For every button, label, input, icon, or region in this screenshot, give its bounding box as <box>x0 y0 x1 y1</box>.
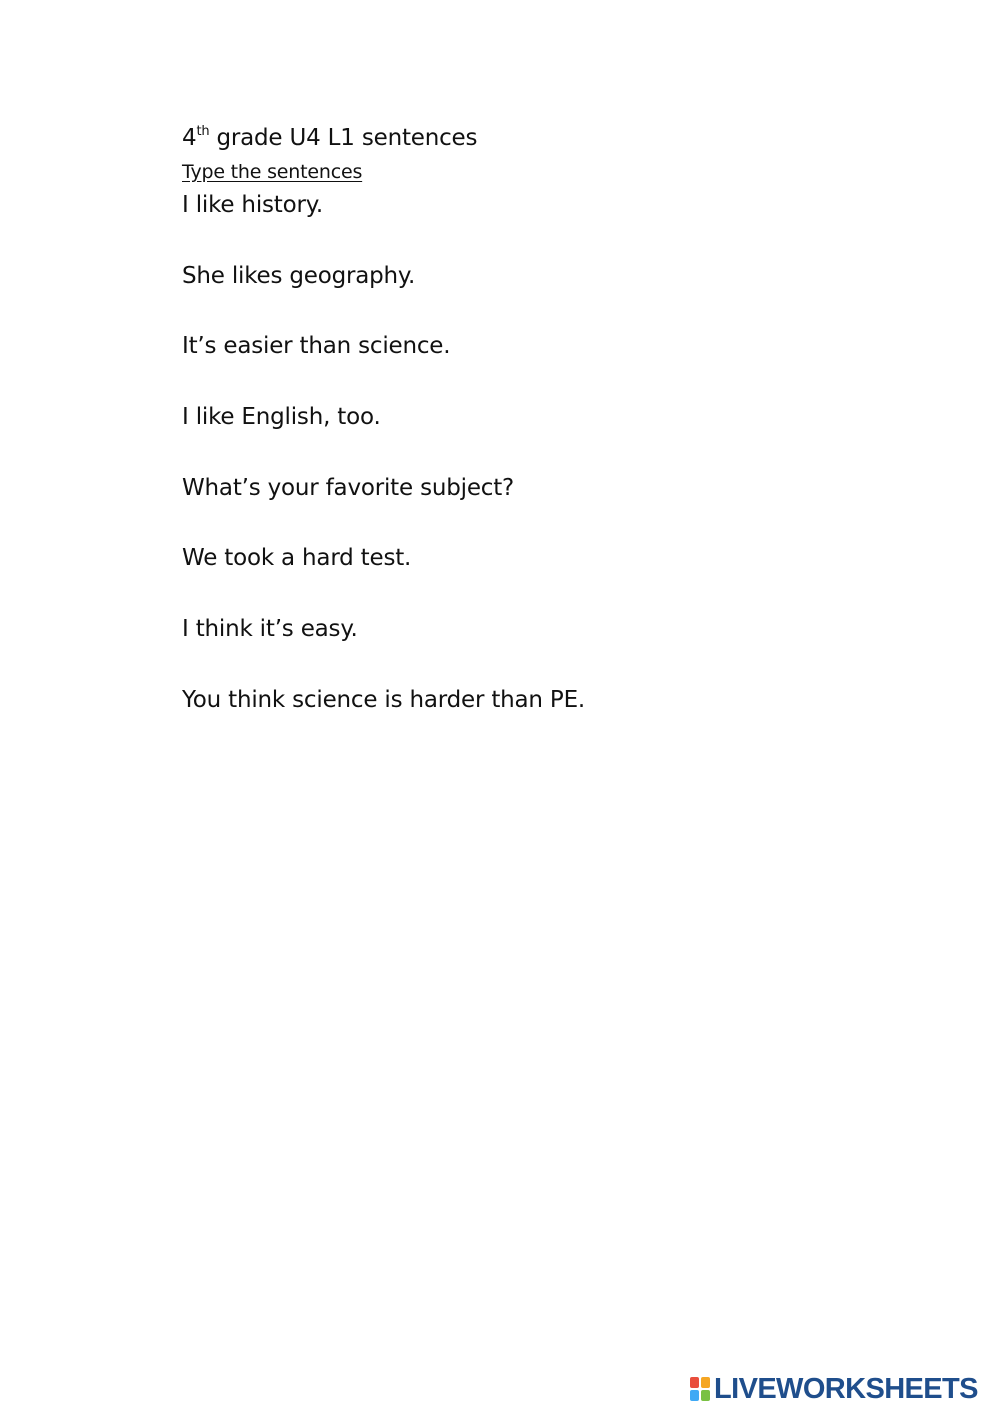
title-ordinal-suffix: th <box>196 124 210 139</box>
logo-square-blue <box>690 1390 699 1401</box>
liveworksheets-logo-icon <box>690 1377 710 1401</box>
sentence-7: I think it’s easy. <box>182 616 358 643</box>
sentence-list <box>182 190 585 756</box>
sentence-6: We took a hard test. <box>182 545 412 572</box>
title-text: grade U4 L1 sentences <box>209 125 478 151</box>
liveworksheets-logo-text: LIVEWORKSHEETS <box>714 1373 978 1405</box>
title-grade-number: 4 <box>182 125 197 151</box>
worksheet-title <box>182 123 477 153</box>
worksheet-instruction: Type the sentences <box>182 161 363 183</box>
sentence-1: I like history. <box>182 192 323 218</box>
sentence-4: I like English, too. <box>182 404 381 431</box>
logo-square-green <box>701 1390 710 1401</box>
sentence-2: She likes geography. <box>182 262 416 289</box>
sentence-3: It’s easier than science. <box>182 333 451 360</box>
liveworksheets-logo <box>690 1374 978 1404</box>
sentence-5: What’s your favorite subject? <box>182 474 515 501</box>
sentence-8: You think science is harder than PE. <box>182 686 586 713</box>
logo-square-orange <box>701 1377 710 1388</box>
logo-square-red <box>690 1377 699 1388</box>
